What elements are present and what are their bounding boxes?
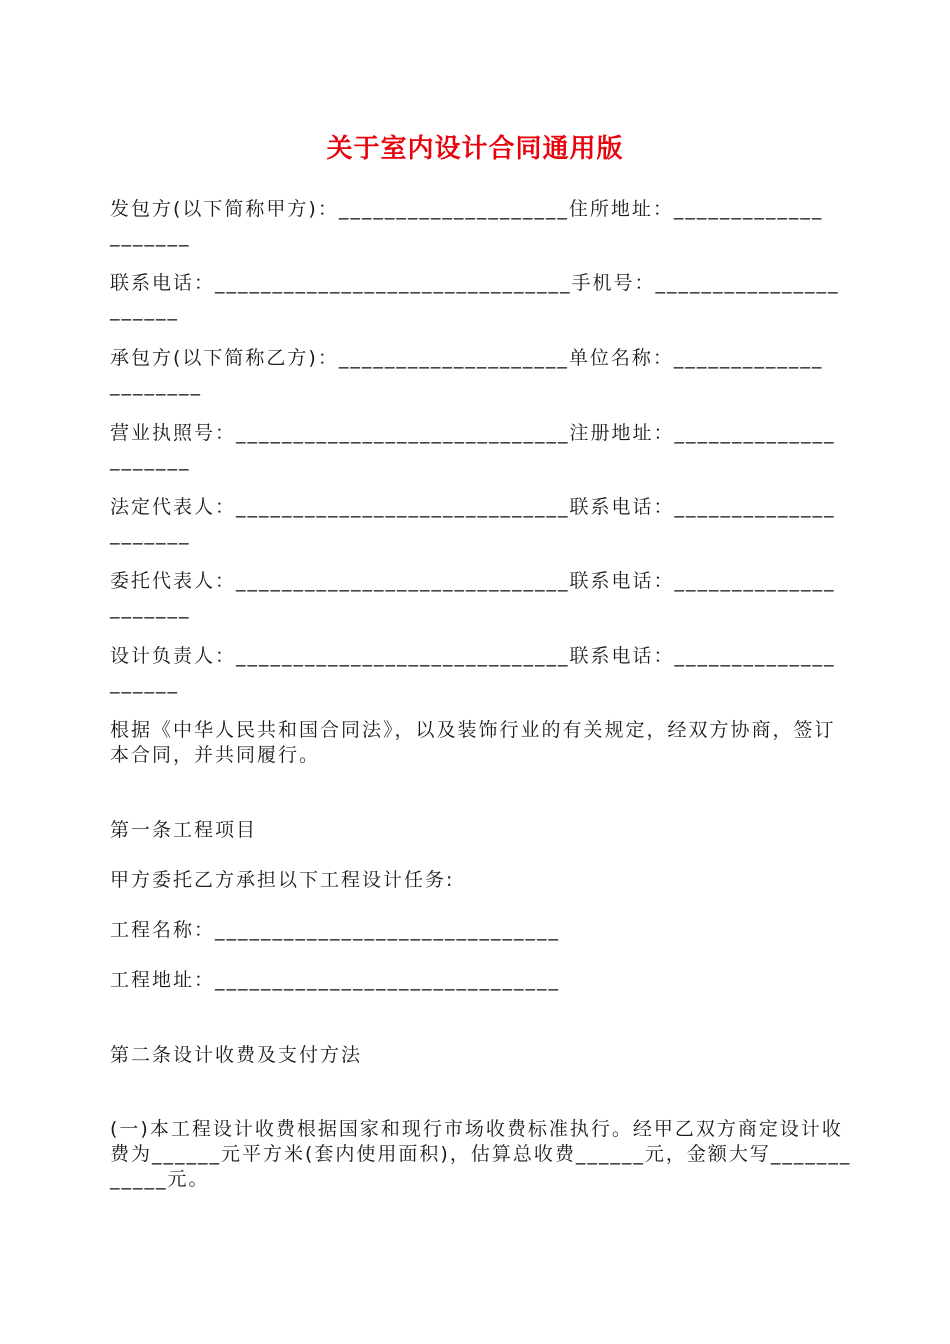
- article1-heading: 第一条工程项目: [110, 819, 258, 841]
- agent-line-cont: _______: [110, 597, 191, 619]
- article2-clause1: (一)本工程设计收费根据国家和现行市场收费标准执行。经甲乙双方商定设计收费为______元平方米(套内使用面积)，估算总收费______元，金额大写____________元。: [110, 1118, 852, 1190]
- party-a-line: 发包方(以下简称甲方)：____________________住所地址：_____________: [110, 198, 824, 220]
- party-a-line-cont: _______: [110, 225, 191, 247]
- article1-task: 甲方委托乙方承担以下工程设计任务:: [110, 869, 455, 891]
- project-address-line: 工程地址：______________________________: [110, 969, 561, 991]
- phone-line-cont: ______: [110, 299, 179, 321]
- agent-line: 委托代表人：_____________________________联系电话：______________: [110, 570, 836, 592]
- party-b-line-cont: ________: [110, 374, 202, 396]
- legal-rep-line: 法定代表人：_____________________________联系电话：______________: [110, 496, 836, 518]
- license-line-cont: _______: [110, 449, 191, 471]
- intro-paragraph: 根据《中华人民共和国合同法》，以及装饰行业的有关规定，经双方协商，签订本合同，并共同履行。: [110, 719, 836, 766]
- document-title: 关于室内设计合同通用版: [326, 134, 624, 164]
- license-line: 营业执照号：_____________________________注册地址：______________: [110, 422, 836, 444]
- phone-line: 联系电话：_______________________________手机号：________________: [110, 272, 840, 294]
- designer-line: 设计负责人：_____________________________联系电话：______________: [110, 645, 836, 667]
- project-name-line: 工程名称：______________________________: [110, 919, 561, 941]
- party-b-line: 承包方(以下简称乙方)：____________________单位名称：_____________: [110, 347, 824, 369]
- designer-line-cont: ______: [110, 672, 179, 694]
- legal-rep-line-cont: _______: [110, 523, 191, 545]
- article2-heading: 第二条设计收费及支付方法: [110, 1044, 363, 1066]
